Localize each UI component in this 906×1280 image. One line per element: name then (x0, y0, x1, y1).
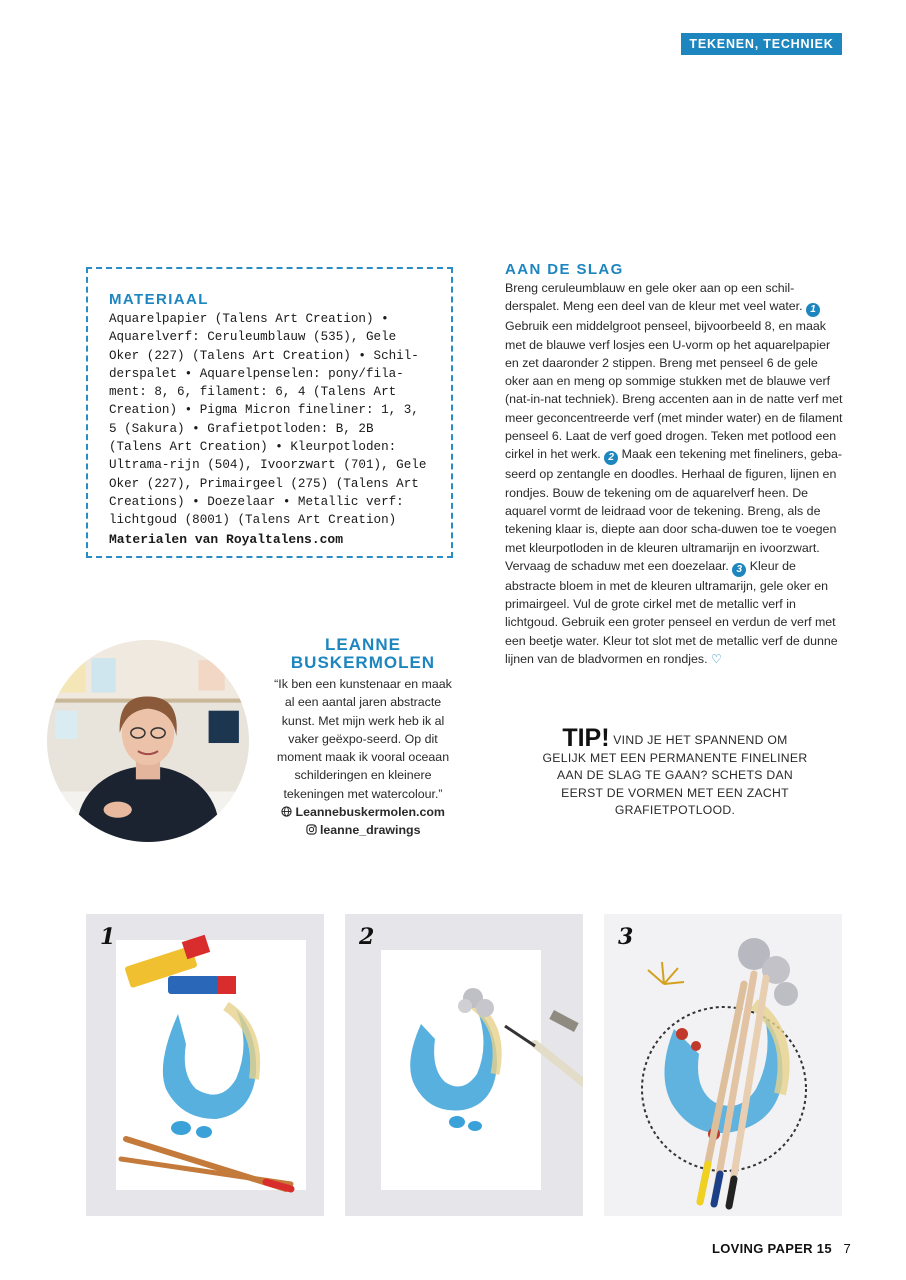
materials-title: MATERIAAL (109, 291, 209, 308)
page-number: 7 (843, 1241, 851, 1256)
watercolor-photo-2 (345, 914, 583, 1216)
tip-label: TIP! (562, 724, 610, 752)
globe-icon (281, 806, 292, 817)
website-link[interactable]: Leannebuskermolen.com (295, 805, 445, 820)
artist-first-name: LEANNE (325, 635, 401, 654)
artist-quote: “Ik ben een kunstenaar en maak al een aantal jaren abstracte kunst. Met mijn werk heb ik al vaker geëxpo-seerd. Op dit moment maak ik vooral oceaan schilderingen en kleinere tekeningen met watercolour.” (274, 677, 452, 801)
page-footer (712, 1241, 851, 1256)
step-photo-2 (345, 914, 583, 1216)
magazine-brand: LOVING PAPER 15 (712, 1241, 832, 1256)
section-tag: TEKENEN, TECHNIEK (681, 33, 842, 55)
step-photo-3 (604, 914, 842, 1216)
photo-number-3: 3 (618, 924, 634, 950)
materials-link[interactable]: Materialen van Royaltalens.com (109, 531, 344, 547)
step-photo-1 (86, 914, 324, 1216)
instagram-link[interactable]: leanne_drawings (319, 823, 421, 838)
step-2-marker: 2 (604, 451, 618, 465)
photo-number-1: 1 (100, 924, 116, 950)
artist-instagram[interactable] (268, 821, 458, 839)
tip-box (540, 724, 810, 820)
instructions-text (505, 279, 843, 668)
instructions-title: AAN DE SLAG (505, 261, 624, 278)
watercolor-photo-1 (86, 914, 324, 1216)
artist-name (268, 636, 458, 672)
step-2-text: Maak een tekening met fineliners, geba-seerd op zentangle en doodles. Herhaal de figuren, lijnen en rondjes. Bouw de tekening om de aquarelverf heen. De aquarel vormt de leidraad voor de tekening. Breng, als de tekening klaar is, diepte aan door scha-duwen toe te voegen met kleurpotloden in de kleuren ultramarijn en ivoorzwart. Vervaag de schaduw met een doezelaar. (505, 447, 843, 573)
step-3-text: Kleur de abstracte bloem in met de kleuren ultramarijn, gele oker en primairgeel. Vul de grote cirkel met de metallic verf in lichtgoud. Gebruik een groter penseel en verdun de verf met een beetje water. Kleur tot slot met de metallic verf de dunne lijnen van de bladvormen en rondjes. (505, 558, 838, 667)
artist-last-name: BUSKERMOLEN (290, 653, 436, 672)
artist-info (268, 636, 458, 840)
end-heart-icon: ♡ (710, 652, 722, 667)
instructions (505, 261, 843, 668)
photo-number-2: 2 (359, 924, 375, 950)
watercolor-photo-3 (604, 914, 842, 1216)
artist-portrait (47, 640, 249, 842)
instagram-icon (306, 824, 317, 835)
step-1-text: Gebruik een middelgroot penseel, bijvoorbeeld 8, en maak met de blauwe verf losjes een U-vorm op het aquarelpapier en zet daaronder 2 stippen. Breng met penseel 6 de gele oker aan en meng op sommige stukken met de blauwe verf (nat-in-nat techniek). Breng accenten aan in de natte verf met meer geconcentreerde verf (met minder water) en de filament penseel 6. Laat de verf goed drogen. Teken met potlood een cirkel in het werk. (505, 319, 843, 462)
materials-box (86, 267, 453, 558)
intro-text: Breng ceruleumblauw en gele oker aan op een schil-derspalet. Meng een deel van de kleur met veel water. (505, 281, 803, 314)
portrait-illustration (47, 640, 249, 842)
tip-text: VIND JE HET SPANNEND OM GELIJK MET EEN PERMANENTE FINELINER AAN DE SLAG TE GAAN? SCHETS DAN EERST DE VORMEN MET EEN ZACHT GRAFIETPOTLOOD. (542, 733, 808, 817)
step-1-marker: 1 (806, 303, 820, 317)
artist-website[interactable] (268, 803, 458, 821)
step-3-marker: 3 (732, 563, 746, 577)
materials-list: Aquarelpapier (Talens Art Creation) • Aquarelverf: Ceruleumblauw (535), Gele Oker (227) (Talens Art Creation) • Schil-derspalet • Aquarelpenselen: pony/fila-ment: 8, 6, filament: 6, 4 (Talens Art Creation) • Pigma Micron fineliner: 1, 3, 5 (Sakura) • Grafietpotloden: B, 2B (Talens Art Creation) • Kleurpotloden: Ultrama-rijn (504), Ivoorzwart (701), Gele Oker (227), Primairgeel (275) (Talens Art Creations) • Doezelaar • Metallic verf: lichtgoud (8001) (Talens Art Creation) (109, 312, 427, 528)
